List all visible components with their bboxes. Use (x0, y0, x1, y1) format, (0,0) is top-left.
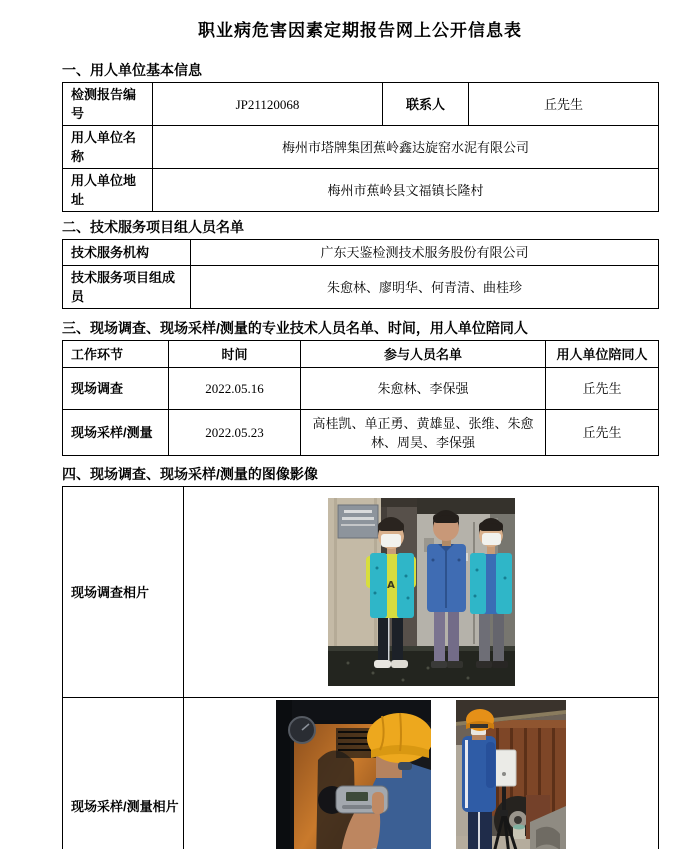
table-row (63, 368, 659, 410)
agency-label: 技术服务机构 (63, 240, 191, 266)
table-row (63, 126, 659, 169)
section2-heading: 二、技术服务项目组人员名单 (62, 219, 244, 235)
col-header-stage: 工作环节 (63, 341, 169, 368)
dust-sampling-photo (456, 700, 566, 849)
field-work-table (62, 340, 659, 456)
stage-cell: 现场调查 (63, 368, 169, 410)
table-row (63, 410, 659, 456)
employer-address-label: 用人单位地址 (63, 169, 153, 212)
table-row (63, 487, 659, 698)
photos-table (62, 486, 659, 849)
section1-heading: 一、用人单位基本信息 (62, 62, 202, 78)
col-header-time: 时间 (169, 341, 301, 368)
col-header-companion: 用人单位陪同人 (546, 341, 659, 368)
table-row (63, 240, 659, 266)
sampling-photo-cell (184, 698, 659, 849)
participants-cell: 高桂凯、单正勇、黄雄显、张维、朱愈林、周昊、李保强 (301, 410, 546, 456)
time-cell: 2022.05.23 (169, 410, 301, 456)
employer-address-value: 梅州市蕉岭县文福镇长隆村 (153, 169, 659, 212)
investigation-photo-cell (184, 487, 659, 698)
section4-heading: 四、现场调查、现场采样/测量的图像影像 (62, 466, 318, 482)
members-value: 朱愈林、廖明华、何青清、曲桂珍 (191, 266, 659, 309)
section3-heading: 三、现场调查、现场采样/测量的专业技术人员名单、时间，用人单位陪同人 (62, 320, 528, 336)
col-header-participants: 参与人员名单 (301, 341, 546, 368)
companion-cell: 丘先生 (546, 368, 659, 410)
companion-cell: 丘先生 (546, 410, 659, 456)
sampler-box (493, 750, 516, 786)
noise-measurement-photo (276, 700, 431, 849)
report-no-label: 检测报告编号 (63, 83, 153, 126)
table-row (63, 83, 659, 126)
agency-value: 广东天鉴检测技术服务股份有限公司 (191, 240, 659, 266)
entrance-plaque (338, 505, 378, 538)
report-no-value: JP21120068 (153, 83, 383, 126)
members-label: 技术服务项目组成员 (63, 266, 191, 309)
investigation-photo-label: 现场调查相片 (63, 487, 184, 698)
participants-cell: 朱愈林、李保强 (301, 368, 546, 410)
site-investigation-photo (328, 498, 515, 686)
employer-name-label: 用人单位名称 (63, 126, 153, 169)
time-cell: 2022.05.16 (169, 368, 301, 410)
table-row (63, 169, 659, 212)
sampling-photo-label: 现场采样/测量相片 (63, 698, 184, 849)
page-title: 职业病危害因素定期报告网上公开信息表 (198, 21, 522, 40)
contact-label: 联系人 (383, 83, 469, 126)
employer-name-value: 梅州市塔牌集团蕉岭鑫达旋窑水泥有限公司 (153, 126, 659, 169)
stage-cell: 现场采样/测量 (63, 410, 169, 456)
service-team-table (62, 239, 659, 309)
svg-text:A: A (386, 580, 395, 591)
employer-info-table (62, 82, 659, 212)
table-header-row (63, 341, 659, 368)
table-row (63, 698, 659, 849)
table-row (63, 266, 659, 309)
contact-value: 丘先生 (469, 83, 659, 126)
